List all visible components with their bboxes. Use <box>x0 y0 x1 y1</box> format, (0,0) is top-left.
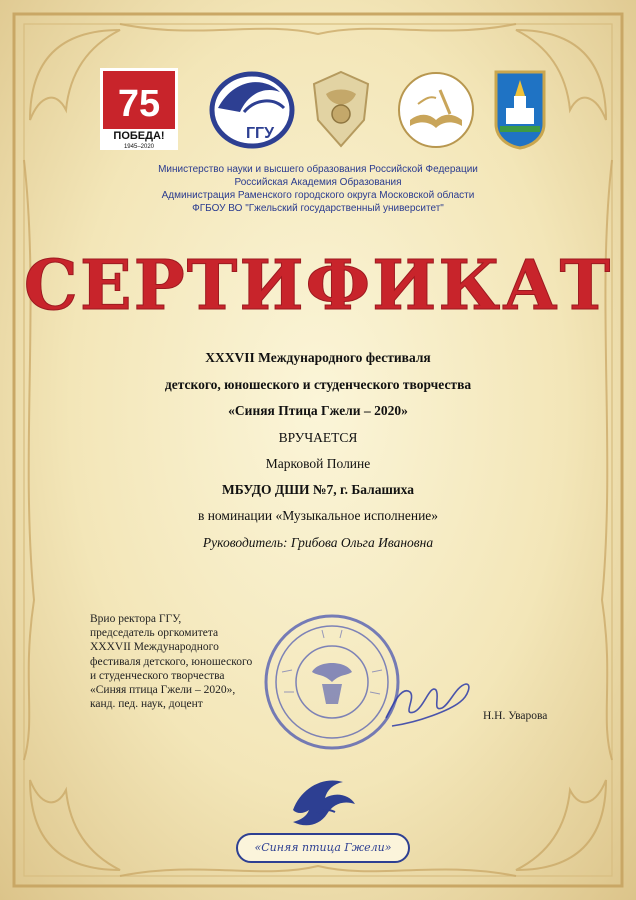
organizations-block <box>0 163 636 215</box>
presented-label: ВРУЧАЕТСЯ <box>278 430 358 445</box>
signatory-line: «Синяя птица Гжели – 2020», <box>90 684 236 697</box>
victory-75-logo <box>100 68 178 150</box>
nomination: в номинации «Музыкальное исполнение» <box>197 508 439 523</box>
signatory-line: фестиваля детского, юношеского <box>90 655 253 668</box>
victory-years: 1945–2020 <box>123 144 155 150</box>
victory-text: ПОБЕДА! <box>113 130 165 142</box>
supervisor: Руководитель: Грибова Ольга Ивановна <box>202 535 434 550</box>
school-name: МБУДО ДШИ №7, г. Балашиха <box>222 482 414 497</box>
signatory-line: председатель оргкомитета <box>90 627 219 640</box>
festival-line-2: детского, юношеского и студенческого творчества <box>164 377 472 392</box>
signatory-line: Врио ректора ГГУ, <box>90 613 182 625</box>
signatory-line: и студенческого творчества <box>90 669 225 682</box>
certificate-title <box>0 243 636 323</box>
festival-line-3: «Синяя Птица Гжели – 2020» <box>228 403 408 418</box>
academy-book-logo <box>396 68 476 152</box>
organization-line: Администрация Раменского городского округа Московской области <box>161 190 475 201</box>
recipient-name: Марковой Полине <box>265 456 371 471</box>
handwritten-signature <box>380 672 480 732</box>
organization-line: ФГБОУ ВО "Гжельский государственный университет" <box>192 203 444 214</box>
festival-logo-text: «Синяя птица Гжели» <box>236 833 410 863</box>
victory-number: 75 <box>117 83 161 125</box>
blue-bird-logo <box>283 770 359 834</box>
signatory-line: канд. пед. наук, доцент <box>90 698 203 711</box>
signatory-line: XXXVII Международного <box>90 641 219 654</box>
title-text: СЕРТИФИКАТ <box>23 246 613 323</box>
signatory-title <box>90 612 290 711</box>
ministry-emblem <box>306 68 376 152</box>
festival-line-1: XXXVII Международного фестиваля <box>205 350 431 365</box>
signatory-name: Н.Н. Уварова <box>483 710 548 722</box>
university-abbr: ГГУ <box>245 125 275 142</box>
organization-line: Министерство науки и высшего образования Российской Федерации <box>158 164 478 175</box>
district-coat-of-arms <box>492 68 548 150</box>
organization-line: Российская Академия Образования <box>234 177 402 188</box>
university-logo <box>204 68 296 152</box>
logo-row <box>100 68 550 152</box>
